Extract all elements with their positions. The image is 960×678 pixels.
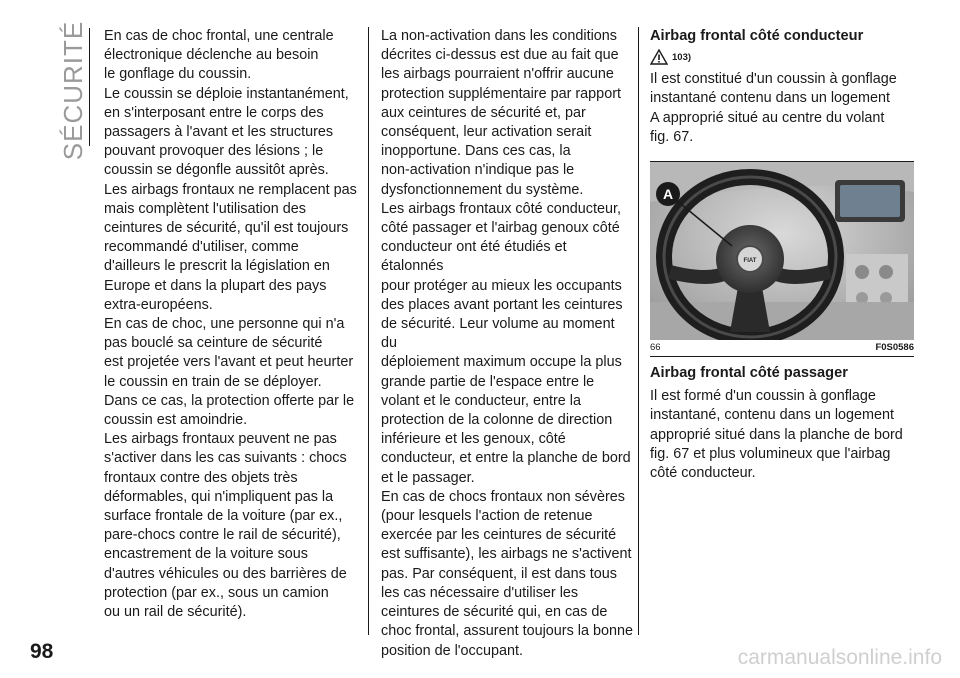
section-title: SÉCURITÉ [58,20,89,160]
steering-logo: FIAT [743,258,757,265]
warning-triangle-icon [650,49,668,65]
paragraph: Le coussin se déploie instantanément, en s'interposant entre le corps des passagers à l'avant et les structures pouvant provoquer des lésions ; le coussin se dégonfle aussitôt après. [104,85,349,179]
section-tab-rule [89,28,90,146]
section-heading-passenger-airbag: Airbag frontal côté passager [650,365,848,382]
paragraph: Les airbags frontaux peuvent ne pas s'activer dans les cas suivants : chocs frontaux contre des objets très déformables, qui n'impliquent pas la surface frontale de la voiture (par ex., pare-chocs contre le rail de sécurité), encastrement de la voiture sous d'autres véhicules ou des barrières de protection (par ex., sous un camion ou un rail de sécurité). [104,431,347,621]
paragraph: Il est constitué d'un coussin à gonflage instantané contenu dans un logement A approprié situé au centre du volant fig. 67. [650,71,897,145]
warning-number: 103) [672,51,692,63]
section-heading-driver-airbag: Airbag frontal côté conducteur [650,28,864,44]
column-divider [368,27,369,635]
figure-number: 66 [650,342,661,354]
callout-label: A [662,186,674,203]
paragraph: En cas de choc, une personne qui n'a pas bouclé sa ceinture de sécurité est projetée vers l'avant et peut heurter le coussin en train de se déployer. Dans ce cas, la protection offerte par le coussin est amoindrie. [104,316,355,429]
figure-code: F0S0586 [875,342,914,354]
paragraph: En cas de choc frontal, une centrale électronique déclenche au besoin le gonflage du coussin. [104,28,334,83]
figure-caption [650,340,914,357]
paragraph: La non-activation dans les conditions décrites ci-dessus est due au fait que les airbags pourraient n'offrir aucune protection supplémentaire par rapport aux ceintures de sécurité et, par conséquent, leur activation serait inopportune. Dans ces cas, la non-activation n'indique pas le dysfonctionnement du système. [381,28,621,198]
page-number: 98 [30,640,54,663]
paragraph: Les airbags frontaux côté conducteur, côté passager et l'airbag genoux côté conducteur ont été étudiés et étalonnés pour protéger au mieux les occupants des places avant portant les ceintures de sécurité. Leur volume au moment du déploiement maximum occupe la plus grande partie de l'espace entre le volant et le conducteur, entre la protection de la colonne de direction inférieure et les genoux, côté conducteur, et entre la planche de bord et le passager. [381,200,631,486]
column-divider [638,27,639,635]
paragraph: Les airbags frontaux ne remplacent pas mais complètent l'utilisation des ceintures de sécurité, qu'il est toujours recommandé d'utiliser, comme d'ailleurs le prescrit la législation en Europe et dans la plupart des pays extra-européens. [104,181,357,313]
text-column-2 [381,27,633,661]
figure-steering-wheel [650,161,914,357]
paragraph: Il est formé d'un coussin à gonflage instantané, contenu dans un logement approprié situé dans la planche de bord fig. 67 et plus volumineux que l'airbag côté conducteur. [650,388,903,482]
section-tab [54,20,94,160]
steering-wheel-photo [650,161,914,340]
text-column-1 [104,27,362,622]
watermark: carmanualsonline.info [737,646,942,669]
warning-reference [650,46,914,68]
paragraph: En cas de chocs frontaux non sévères (pour lesquels l'action de retenue exercée par les ceintures de sécurité est suffisante), les airbags ne s'activent pas. Par conséquent, il est dans tous les cas nécessaire d'utiliser les ceintures de sécurité qui, en cas de choc frontal, assurent toujours la bonne position de l'occupant. [381,488,633,659]
text-column-3 [650,27,914,483]
